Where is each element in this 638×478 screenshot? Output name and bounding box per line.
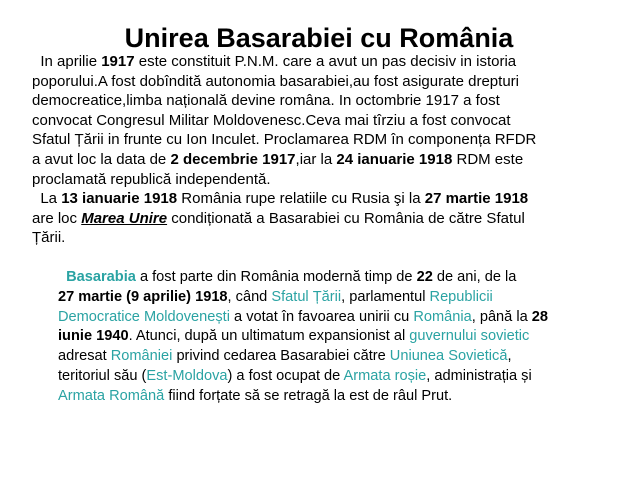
link-armata-romana[interactable]: Armata Română xyxy=(58,387,165,404)
year-1917: 1917 xyxy=(101,53,135,70)
date-13-january-1918: 13 ianuarie 1918 xyxy=(61,190,178,208)
text-run: Țării. xyxy=(32,229,66,247)
text-run: RDM este xyxy=(452,150,524,168)
link-democratice-moldovenesti[interactable]: Democratice Moldovenești xyxy=(58,308,230,325)
text-run: condiționată a Basarabiei cu România de către Sfatul xyxy=(167,209,525,227)
text-line xyxy=(58,308,548,328)
date-june-1940: iunie 1940 xyxy=(58,328,129,345)
date-27-march-1918: 27 martie 1918 xyxy=(424,190,529,208)
link-basarabia[interactable]: Basarabia xyxy=(58,269,136,285)
text-line xyxy=(32,72,536,92)
text-line xyxy=(32,209,536,229)
text-run: , xyxy=(507,348,512,365)
text-run: , administrația și xyxy=(426,367,532,384)
text-run: democreatice,limba națională devine româna. In octombrie 1917 a fost xyxy=(32,92,500,110)
text-run: privind cedarea Basarabiei către xyxy=(172,348,390,365)
paragraph-basarabia xyxy=(58,268,548,407)
text-run: teritoriul său ( xyxy=(58,367,147,384)
text-run: La xyxy=(32,190,62,208)
date-27-march-1918: 27 martie (9 aprilie) 1918 xyxy=(58,288,228,305)
text-run: , când xyxy=(227,288,272,305)
page-title: Unirea Basarabiei cu România xyxy=(124,23,514,53)
text-line xyxy=(58,387,548,407)
paragraph-union-history xyxy=(32,52,536,248)
link-romania[interactable]: România xyxy=(413,308,472,325)
text-line xyxy=(32,130,536,150)
link-est-moldova[interactable]: Est-Moldova xyxy=(146,367,228,384)
text-run: a fost parte din România modernă timp de xyxy=(135,269,417,285)
text-line xyxy=(32,228,536,248)
text-line xyxy=(32,91,536,111)
text-run: adresat xyxy=(58,348,111,365)
date-24-january-1918: 24 ianuarie 1918 xyxy=(336,150,453,168)
text-run: convocat Congresul Militar Moldovenesc.Ceva mai tîrziu a fost convocat xyxy=(32,111,511,129)
text-line xyxy=(32,150,536,170)
link-armata-rosie[interactable]: Armata roșie xyxy=(343,367,427,384)
text-line xyxy=(58,268,548,288)
text-run: a avut loc la data de xyxy=(32,150,171,168)
text-line xyxy=(58,327,548,347)
text-run: fiind forțate să se retragă la est de râul Prut. xyxy=(164,387,453,404)
text-run: ,iar la xyxy=(295,150,337,168)
date-2-december-1917: 2 decembrie 1917 xyxy=(170,150,296,168)
text-line xyxy=(32,111,536,131)
text-run: ) a fost ocupat de xyxy=(227,367,344,384)
text-run: proclamată republică independentă. xyxy=(32,170,271,188)
text-run: de ani, de la xyxy=(432,269,517,285)
link-sfatul-tarii[interactable]: Sfatul Țării xyxy=(271,288,342,305)
text-run: este constituit P.N.M. care a avut un pas decisiv in istoria xyxy=(134,53,517,70)
text-line xyxy=(58,347,548,367)
text-run: . Atunci, după un ultimatum expansionist al xyxy=(128,328,410,345)
text-run: In aprilie xyxy=(32,53,102,70)
text-line xyxy=(58,367,548,387)
text-line xyxy=(32,189,536,209)
text-run: are loc xyxy=(32,209,82,227)
text-run: a votat în favoarea unirii cu xyxy=(229,308,414,325)
text-line xyxy=(58,288,548,308)
text-line xyxy=(32,52,536,72)
text-run: , până la xyxy=(471,308,532,325)
date-28: 28 xyxy=(531,308,548,325)
text-run: Sfatul Țării in frunte cu Ion Inculet. Proclamarea RDM în componența RFDR xyxy=(32,131,537,149)
years-22: 22 xyxy=(416,269,433,285)
text-run: poporului.A fost dobîndită autonomia basarabiei,au fost asigurate drepturi xyxy=(32,72,519,90)
link-guvernului-sovietic[interactable]: guvernului sovietic xyxy=(409,328,530,345)
text-run: România rupe relatiile cu Rusia şi la xyxy=(177,190,425,208)
link-uniunea-sovietica[interactable]: Uniunea Sovietică xyxy=(389,348,508,365)
text-line xyxy=(32,170,536,190)
marea-unire-link[interactable]: Marea Unire xyxy=(81,209,168,227)
text-run: , parlamentul xyxy=(341,288,430,305)
link-romaniei[interactable]: României xyxy=(110,348,173,365)
link-republicii[interactable]: Republicii xyxy=(429,288,493,305)
